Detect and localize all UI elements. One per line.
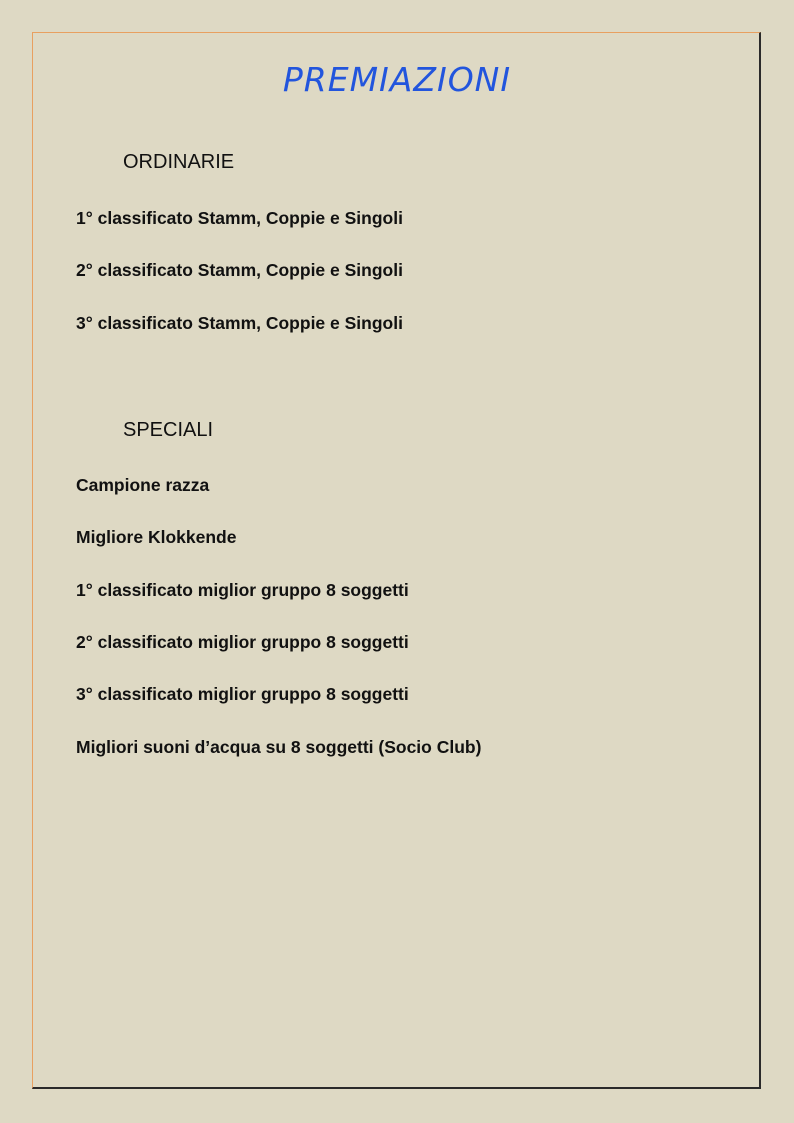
list-item: Campione razza [76, 475, 210, 495]
page-title: PREMIAZIONI [282, 60, 512, 99]
list-item: 1° classificato Stamm, Coppie e Singoli [76, 208, 403, 228]
list-item: 2° classificato miglior gruppo 8 soggetti [76, 632, 409, 652]
list-item: 2° classificato Stamm, Coppie e Singoli [76, 260, 403, 280]
page-border [32, 32, 761, 1089]
list-item: Migliori suoni d’acqua su 8 soggetti (Socio Club) [76, 737, 482, 757]
list-item: 1° classificato miglior gruppo 8 soggetti [76, 580, 409, 600]
list-item: Migliore Klokkende [76, 527, 237, 547]
section-heading-speciali: SPECIALI [123, 419, 214, 441]
list-item: 3° classificato Stamm, Coppie e Singoli [76, 313, 403, 333]
section-heading-ordinarie: ORDINARIE [123, 151, 235, 173]
list-item: 3° classificato miglior gruppo 8 soggetti [76, 684, 409, 704]
